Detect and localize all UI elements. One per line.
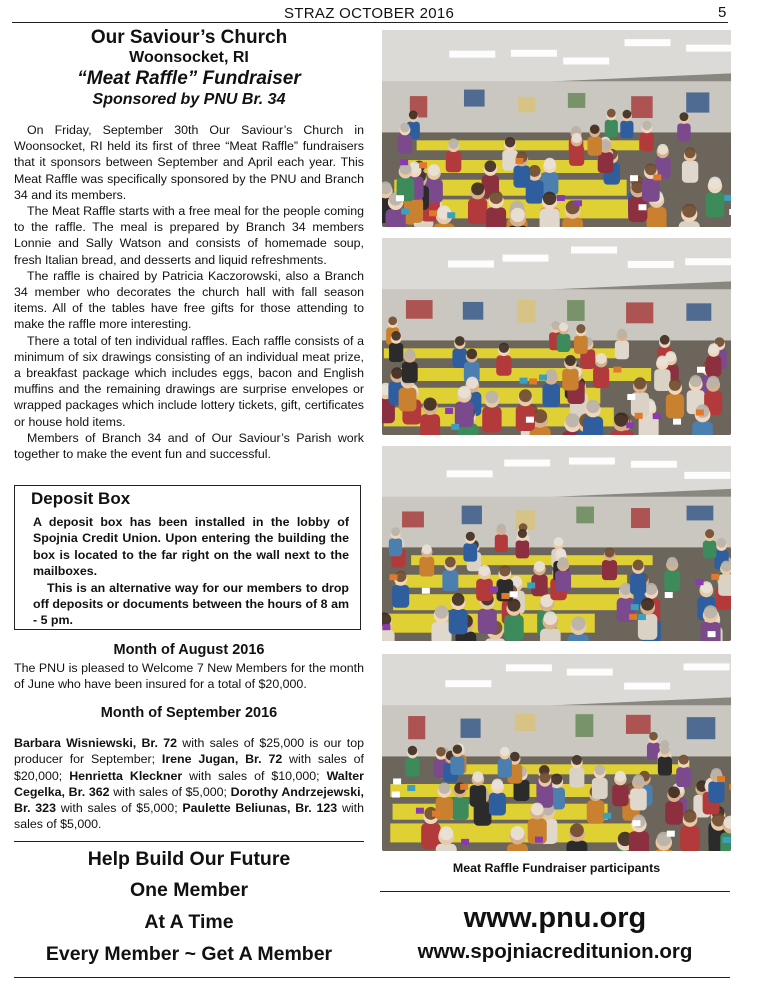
hall-scene — [382, 30, 731, 227]
credit-union-website-link[interactable]: www.spojniacreditunion.org — [417, 940, 693, 963]
article-event-title: “Meat Raffle” Fundraiser — [77, 68, 301, 89]
producer-name: Dorothy Andrzejewski, Br. 323 — [14, 784, 364, 816]
producer-name: Irene Jugan, Br. 72 — [161, 752, 283, 767]
section-rule — [380, 891, 730, 892]
producer-sales: with sales of $5,000; — [109, 784, 231, 799]
header-rule — [12, 22, 728, 23]
hall-scene — [382, 654, 731, 851]
article-body — [14, 122, 364, 462]
section-rule — [14, 841, 364, 842]
deposit-box-title: Deposit Box — [31, 489, 131, 508]
producer-name: Henrietta Kleckner — [69, 768, 183, 783]
deposit-box-notice — [14, 485, 361, 630]
producer-sales: with sales of $5,000. — [14, 801, 364, 832]
article-paragraph: The Meat Raffle starts with a free meal for the people coming to the raffle. The meal is prepared by Branch 34 members Lonnie and Sally Watson and consists of homemade soup, fresh Italian bread, and desserts and liquid refreshments. — [14, 204, 364, 267]
footer-rule — [14, 977, 730, 978]
article-paragraph: There a total of ten individual raffles. Each raffle consists of a minimum of six drawings consisting of an individual meat prize, a breakfast package which includes eggs, bacon and English muffins and the remaining drawings are surprise envelopes or wrapped packages which include lottery tickets, gift, certificates or house hold items. — [14, 333, 364, 429]
august-text: The PNU is pleased to Welcome 7 New Members for the month of June who have been insured for a total of $20,000. — [14, 661, 364, 692]
hall-scene — [382, 446, 731, 641]
deposit-box-text — [33, 514, 349, 629]
producer-sales: with sales of $10,000; — [182, 768, 327, 783]
photo-caption: Meat Raffle Fundraiser participants — [452, 861, 661, 875]
producer-name: Paulette Beliunas, Br. 123 — [182, 801, 338, 816]
slogan-line: At A Time — [144, 911, 234, 933]
page-number: 5 — [718, 4, 727, 21]
article-sponsor: Sponsored by PNU Br. 34 — [92, 91, 286, 108]
article-paragraph: The raffle is chaired by Patricia Kaczorowski, also a Branch 34 member who decorates the church hall with fall season items. All of the tables have free gifts for those attending to make the raffle more interesting. — [14, 268, 364, 332]
deposit-paragraph: A deposit box has been installed in the lobby of Spojnia Credit Union. Upon entering the building the box is located to the far right on the wall next to the mailboxes. — [33, 515, 349, 579]
event-photo — [382, 446, 731, 641]
pnu-website-link[interactable]: www.pnu.org — [463, 902, 647, 934]
slogan-line: Every Member ~ Get A Member — [45, 943, 333, 965]
producer-name: Barbara Wisniewski, Br. 72 — [14, 736, 178, 750]
september-title: Month of September 2016 — [100, 705, 278, 721]
newspaper-header-title: STRAZ OCTOBER 2016 — [284, 5, 455, 22]
event-photo — [382, 238, 731, 435]
event-photo — [382, 30, 731, 227]
producer-sales: with sales of $20,000; — [14, 752, 365, 783]
august-title: Month of August 2016 — [113, 642, 265, 658]
producer-sales: with sales of $25,000 is our top producer for September; — [14, 736, 364, 767]
event-photo — [382, 654, 731, 851]
producer-name: Walter Cegelka, Br. 362 — [14, 768, 364, 799]
producer-sales: with sales of $5,000; — [55, 801, 183, 816]
september-producers-text — [14, 735, 364, 833]
article-paragraph: On Friday, September 30th Our Saviour’s Church in Woonsocket, RI held its first of three “Meat Raffle” fundraisers that it sponsors between September and April each year. This Meat Raffle was specifically sponsored by the PNU and Branch 34 and its members. — [14, 123, 364, 202]
slogan-line: Help Build Our Future — [87, 848, 291, 870]
article-paragraph: Members of Branch 34 and of Our Saviour’s Parish work together to make the event fun and successful. — [14, 430, 364, 462]
article-location: Woonsocket, RI — [129, 49, 249, 66]
slogan-line: One Member — [129, 879, 249, 901]
hall-scene — [382, 238, 731, 435]
article-title: Our Saviour’s Church — [90, 27, 288, 48]
deposit-paragraph: This is an alternative way for our members to drop off deposits or documents between the hours of 8 am - 5 pm. — [33, 580, 349, 628]
